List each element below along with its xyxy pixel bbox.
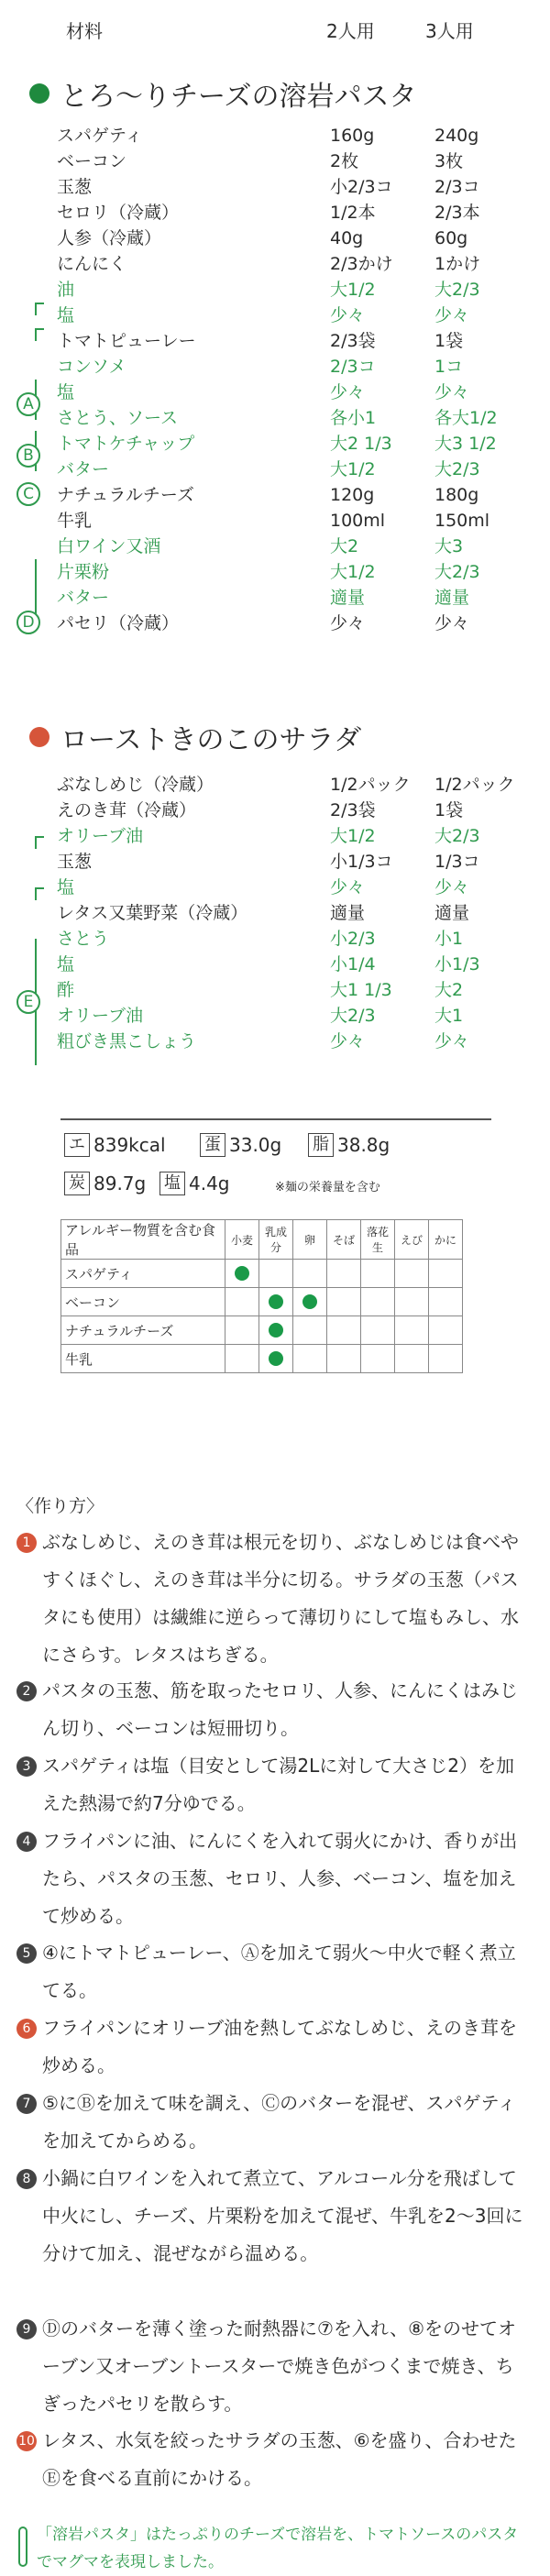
fat-value: 38.8g (337, 1134, 390, 1156)
ingredient-name: 油 (57, 280, 75, 300)
step-text: ④にトマトピューレー、Ⓐを加えて弱火〜中火で軽く煮立てる。 (42, 1942, 516, 2001)
group-e-label: E (16, 990, 40, 1014)
ingredient-row (0, 977, 550, 1003)
amount-3-servings: 各大1/2 (434, 408, 498, 428)
amount-3-servings: 1袋 (434, 800, 464, 820)
amount-3-servings: 大2/3 (434, 826, 480, 846)
amount-2-servings: 各小1 (330, 408, 377, 428)
amount-3-servings: 適量 (434, 588, 470, 608)
allergy-row (61, 1345, 463, 1373)
amount-3-servings: 少々 (434, 305, 470, 325)
step-item (16, 1822, 530, 1935)
step-text: Ⓓのバターを薄く塗った耐熱器に⑦を入れ、⑧をのせてオーブン又オーブントースターで焼き色がつくまで焼き、ちぎったパセリを散らす。 (42, 2317, 517, 2415)
ingredient-name: バター (57, 588, 110, 608)
ingredient-row (0, 123, 550, 149)
ingredient-row (0, 585, 550, 611)
step-item (16, 2310, 530, 2423)
allergy-column: かに (429, 1220, 463, 1260)
green-dot-icon (29, 83, 50, 104)
ingredient-name: スパゲティ (57, 126, 143, 146)
ingredient-name: レタス又葉野菜（冷蔵） (57, 903, 248, 923)
step-text: ⑤にⒷを加えて味を調え、Ⓒのバターを混ぜ、スパゲティを加えてからめる。 (42, 2092, 516, 2152)
amount-2-servings: 適量 (330, 903, 366, 923)
amount-3-servings: 大2/3 (434, 280, 480, 300)
amount-2-servings: 1/2パック (330, 775, 411, 795)
header-3-servings: 3人用 (425, 20, 474, 42)
amount-2-servings: 2/3袋 (330, 331, 376, 351)
step-number: 4 (16, 1832, 37, 1852)
amount-2-servings: 大1/2 (330, 280, 376, 300)
amount-2-servings: 1/2本 (330, 203, 376, 223)
amount-2-servings: 少々 (330, 305, 366, 325)
ingredient-name: パセリ（冷蔵） (57, 613, 180, 633)
ingredient-row (0, 926, 550, 952)
ingredient-row (0, 457, 550, 482)
step-text: 小鍋に白ワインを入れて煮立て、アルコール分を飛ばして中火にし、チーズ、片栗粉を加えて混ぜ、牛乳を2〜3回に分けて加え、混ぜながら温める。 (42, 2167, 523, 2264)
step-number: 3 (16, 1756, 37, 1777)
amount-2-servings: 少々 (330, 877, 366, 897)
amount-2-servings: 2枚 (330, 151, 359, 171)
amount-3-servings: 1かけ (434, 254, 481, 274)
ingredient-name: オリーブ油 (57, 826, 144, 846)
amount-3-servings: 150ml (434, 511, 490, 531)
ingredient-name: えのき茸（冷蔵） (57, 800, 197, 820)
step-text: フライパンに油、にんにくを入れて弱火にかけ、香りが出たら、パスタの玉葱、セロリ、人参、ベーコン、塩を加えて炒める。 (42, 1830, 518, 1927)
ingredient-row (0, 354, 550, 380)
step-number: 7 (16, 2094, 37, 2114)
allergy-column: 落花生 (361, 1220, 395, 1260)
ingredient-name: 白ワイン又酒 (57, 536, 161, 556)
ingredient-name: バター (57, 459, 110, 479)
step-number: 6 (16, 2019, 37, 2039)
ingredient-row (0, 328, 550, 354)
ingredient-row (0, 277, 550, 303)
amount-2-servings: 少々 (330, 613, 366, 633)
step-number: 8 (16, 2169, 37, 2189)
ingredient-name: 片栗粉 (57, 562, 110, 582)
ingredient-row (0, 823, 550, 849)
ingredients-header (0, 17, 550, 48)
ingredient-row (0, 405, 550, 431)
note-marker-icon (18, 2526, 28, 2567)
ingredient-name: にんにく (57, 254, 127, 274)
allergy-food-name: ベーコン (61, 1288, 226, 1316)
ingredient-row (0, 798, 550, 823)
ingredient-row (0, 1003, 550, 1029)
amount-2-servings: 2/3コ (330, 357, 376, 377)
step-item (16, 1934, 530, 2009)
allergy-row (61, 1288, 463, 1316)
ingredient-name: 牛乳 (57, 511, 93, 531)
step-number: 2 (16, 1681, 37, 1701)
amount-3-servings: 1袋 (434, 331, 464, 351)
amount-3-servings: 適量 (434, 903, 470, 923)
allergy-header: アレルギー物質を含む食品 (61, 1220, 226, 1260)
amount-2-servings: 大2/3 (330, 1006, 376, 1026)
step-item (16, 2085, 530, 2160)
step-text: ぶなしめじ、えのき茸は根元を切り、ぶなしめじは食べやすくほぐし、えのき茸は半分に切る。サラダの玉葱（パスタにも使用）は繊維に逆らって薄切りにして塩もみし、水にさらす。レタスはちぎる。 (42, 1531, 519, 1666)
amount-2-servings: 小1/3コ (330, 852, 393, 872)
amount-3-servings: 大3 (434, 536, 464, 556)
allergy-food-name: スパゲティ (61, 1260, 226, 1288)
amount-2-servings: 大1/2 (330, 562, 376, 582)
amount-3-servings: 60g (434, 228, 468, 248)
salt-value: 4.4g (189, 1172, 230, 1194)
ingredient-row (0, 611, 550, 636)
ingredient-name: コンソメ (57, 357, 126, 377)
ingredient-row (0, 849, 550, 875)
ingredient-name: トマトピューレー (57, 331, 196, 351)
amount-3-servings: 大2/3 (434, 459, 480, 479)
ingredient-row (0, 431, 550, 457)
allergy-mark-icon (269, 1323, 283, 1338)
allergy-column: そば (327, 1220, 361, 1260)
amount-3-servings: 2/3コ (434, 177, 480, 197)
step-item (16, 2422, 530, 2497)
amount-3-servings: 大2/3 (434, 562, 480, 582)
red-dot-icon (29, 727, 50, 747)
protein-value: 33.0g (229, 1134, 282, 1156)
ingredient-row (0, 508, 550, 534)
ingredient-row (0, 251, 550, 277)
amount-2-servings: 2/3かけ (330, 254, 393, 274)
amount-2-servings: 100ml (330, 511, 386, 531)
amount-2-servings: 大1/2 (330, 826, 376, 846)
ingredient-name: セロリ（冷蔵） (57, 203, 180, 223)
allergy-header-row (61, 1220, 463, 1260)
header-2-servings: 2人用 (326, 20, 375, 42)
amount-3-servings: 1コ (434, 357, 464, 377)
steps-title: 〈作り方〉 (16, 1496, 104, 1516)
amount-3-servings: 1/3コ (434, 852, 480, 872)
recipe-note: 「溶岩パスタ」はたっぷりのチーズで溶岩を、トマトソースのパスタでマグマを表現しました。 (18, 2521, 532, 2576)
amount-2-servings: 大2 1/3 (330, 434, 392, 454)
allergy-row (61, 1316, 463, 1345)
step-number: 10 (16, 2431, 37, 2451)
group-b-label: B (16, 444, 40, 468)
ingredient-name: 酢 (57, 980, 75, 1000)
amount-2-servings: 少々 (330, 1031, 366, 1051)
nutrition-note: ※麺の栄養量を含む (275, 1181, 380, 1194)
ingredient-row (0, 303, 550, 328)
step-number: 5 (16, 1943, 37, 1964)
amount-2-servings: 2/3袋 (330, 800, 376, 820)
amount-2-servings: 適量 (330, 588, 366, 608)
amount-2-servings: 小1/4 (330, 954, 376, 974)
group-d-label: D (16, 611, 40, 634)
ingredient-name: オリーブ油 (57, 1006, 144, 1026)
step-text: パスタの玉葱、筋を取ったセロリ、人参、にんにくはみじん切り、ベーコンは短冊切り。 (42, 1679, 518, 1739)
ingredient-name: ナチュラルチーズ (57, 485, 194, 505)
ingredient-row (0, 900, 550, 926)
ingredient-row (0, 174, 550, 200)
amount-3-servings: 小1 (434, 929, 464, 949)
step-item (16, 2009, 530, 2085)
step-text: レタス、水気を絞ったサラダの玉葱、⑥を盛り、合わせたⒺを食べる直前にかける。 (42, 2429, 517, 2489)
group-c-label: C (16, 482, 40, 506)
ingredient-name: 玉葱 (57, 177, 93, 197)
allergy-column: 卵 (293, 1220, 327, 1260)
amount-3-servings: 少々 (434, 877, 470, 897)
amount-3-servings: 大3 1/2 (434, 434, 497, 454)
ingredient-name: トマトケチャップ (57, 434, 195, 454)
ingredient-name: ベーコン (57, 151, 127, 171)
allergy-mark-icon (269, 1294, 283, 1309)
step-item (16, 1747, 530, 1822)
allergy-column: 小麦 (226, 1220, 259, 1260)
amount-2-servings: 大1/2 (330, 459, 376, 479)
ingredient-row (0, 226, 550, 251)
amount-3-servings: 3枚 (434, 151, 464, 171)
amount-2-servings: 小2/3コ (330, 177, 393, 197)
ingredient-name: 粗びき黒こしょう (57, 1031, 197, 1051)
amount-2-servings: 大2 (330, 536, 359, 556)
header-materials: 材料 (66, 20, 103, 42)
ingredient-name: 玉葱 (57, 852, 93, 872)
amount-3-servings: 240g (434, 126, 479, 146)
step-text: フライパンにオリーブ油を熱してぶなしめじ、えのき茸を炒める。 (42, 2017, 517, 2076)
step-item (16, 1524, 530, 1674)
ingredient-row (0, 380, 550, 405)
ingredient-row (0, 149, 550, 174)
step-number: 1 (16, 1533, 37, 1553)
ingredient-row (0, 952, 550, 977)
amount-2-servings: 120g (330, 485, 375, 505)
allergy-food-name: 牛乳 (61, 1345, 226, 1373)
energy-value: 839kcal (94, 1134, 166, 1156)
step-number: 9 (16, 2319, 37, 2339)
ingredient-row (0, 482, 550, 508)
amount-2-servings: 小2/3 (330, 929, 376, 949)
amount-2-servings: 大1 1/3 (330, 980, 392, 1000)
ingredient-name: さとう (57, 929, 110, 949)
ingredient-row (0, 875, 550, 900)
allergy-column: 乳成分 (259, 1220, 293, 1260)
ingredient-name: 人参（冷蔵） (57, 228, 162, 248)
amount-2-servings: 少々 (330, 382, 366, 402)
recipe-title-salad: ローストきのこのサラダ (29, 717, 361, 757)
amount-3-servings: 少々 (434, 613, 470, 633)
ingredient-name: 塩 (57, 954, 75, 974)
ingredient-name: さとう、ソース (57, 408, 179, 428)
ingredient-name: ぶなしめじ（冷蔵） (57, 775, 214, 795)
amount-3-servings: 少々 (434, 1031, 470, 1051)
amount-3-servings: 1/2パック (434, 775, 515, 795)
amount-3-servings: 少々 (434, 382, 470, 402)
ingredient-name: 塩 (57, 877, 75, 897)
allergy-mark-icon (235, 1266, 249, 1281)
allergy-table (60, 1219, 463, 1373)
amount-3-servings: 180g (434, 485, 479, 505)
amount-3-servings: 小1/3 (434, 954, 480, 974)
allergy-mark-icon (269, 1351, 283, 1366)
ingredient-row (0, 559, 550, 585)
amount-3-servings: 大2 (434, 980, 464, 1000)
step-text: スパゲティは塩（目安として湯2Lに対して大さじ2）を加えた熱湯で約7分ゆでる。 (42, 1755, 514, 1814)
ingredient-name: 塩 (57, 305, 75, 325)
ingredient-row (0, 772, 550, 798)
allergy-mark-icon (302, 1294, 317, 1309)
step-item (16, 2160, 530, 2273)
ingredient-row (0, 534, 550, 559)
amount-3-servings: 大1 (434, 1006, 464, 1026)
step-item (16, 1672, 530, 1747)
ingredient-row (0, 200, 550, 226)
allergy-food-name: ナチュラルチーズ (61, 1316, 226, 1345)
ingredient-name: 塩 (57, 382, 75, 402)
allergy-row (61, 1260, 463, 1288)
group-a-label: A (16, 392, 40, 416)
ingredient-row (0, 1029, 550, 1054)
recipe-title-pasta: とろ〜りチーズの溶岩パスタ (29, 73, 417, 114)
carb-value: 89.7g (94, 1172, 147, 1194)
amount-3-servings: 2/3本 (434, 203, 480, 223)
allergy-column: えび (395, 1220, 429, 1260)
amount-2-servings: 160g (330, 126, 375, 146)
amount-2-servings: 40g (330, 228, 364, 248)
